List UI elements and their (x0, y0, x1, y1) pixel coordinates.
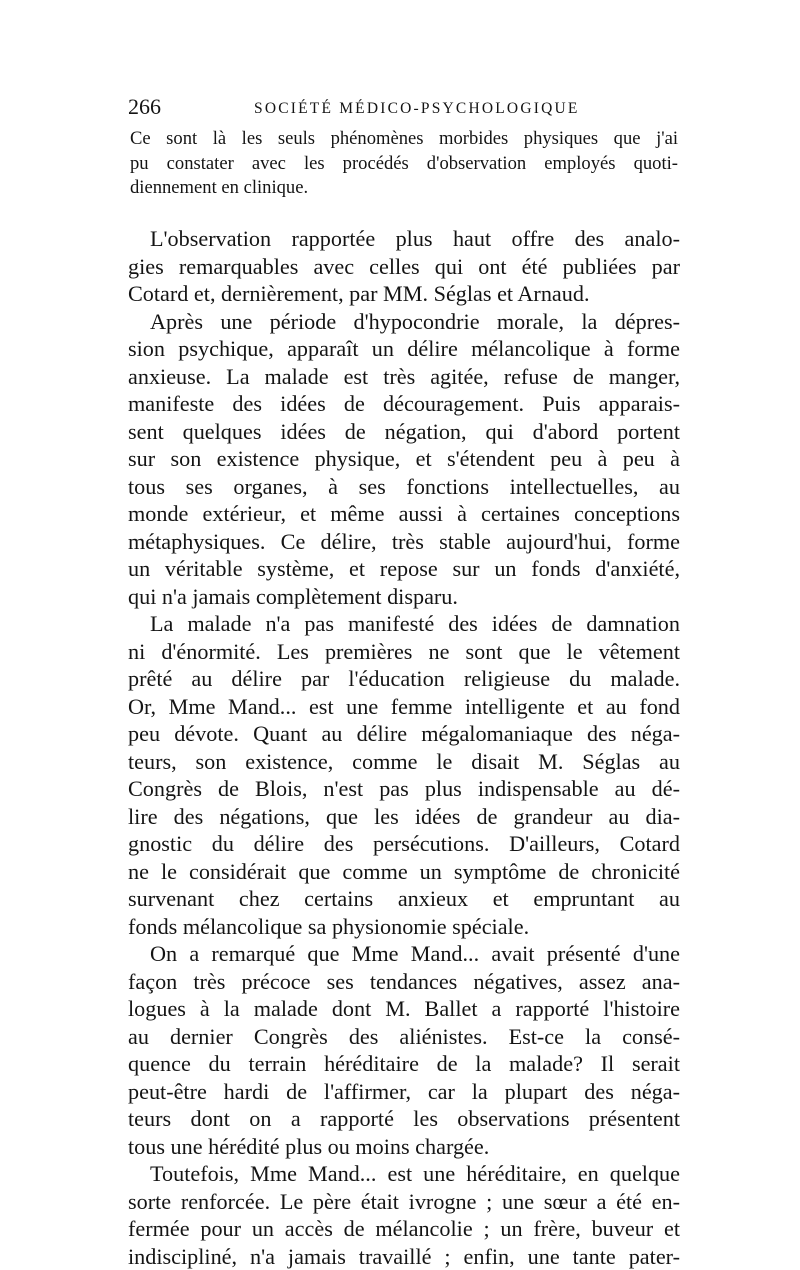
text-line: tous ses organes, à ses fonctions intellectuelles, au (128, 473, 680, 499)
text-line: gnostic du délire des persécutions. D'ailleurs, Cotard (128, 831, 680, 856)
text-line: fermée pour un accès de mélancolie ; un frère, buveur et (128, 1216, 680, 1241)
text-line: lire des négations, que les idées de grandeur au dia- (128, 803, 680, 829)
text-line: teurs, son existence, comme le disait M. Séglas au (128, 748, 680, 774)
text-line: tous une hérédité plus ou moins chargée. (128, 1133, 490, 1159)
text-line: au dernier Congrès des aliénistes. Est-ce la consé- (128, 1023, 680, 1049)
text-line: sent quelques idées de négation, qui d'abord portent (128, 418, 680, 444)
text-line: ne le considérait que comme un symptôme de chronicité (128, 858, 680, 884)
text-line: ni d'énormité. Les premières ne sont que le vêtement (128, 638, 680, 664)
text-line: logues à la malade dont M. Ballet a rapporté l'histoire (128, 996, 680, 1021)
paragraph (128, 308, 680, 611)
text-line: métaphysiques. Ce délire, très stable aujourd'hui, forme (128, 528, 680, 554)
text-line: sur son existence physique, et s'étendent peu à peu à (128, 446, 680, 471)
text-line: sorte renforcée. Le père était ivrogne ; une sœur a été en- (128, 1188, 680, 1214)
text-line: Or, Mme Mand... est une femme intelligente et au fond (128, 693, 680, 719)
text-line: sion psychique, apparaît un délire mélancolique à forme (128, 336, 680, 361)
text-line: peu dévote. Quant au délire mégalomaniaque des néga- (128, 721, 680, 746)
text-line: gies remarquables avec celles qui ont été publiées par (128, 253, 680, 279)
text-line: manifeste des idées de découragement. Puis apparais- (128, 391, 680, 416)
text-line: anxieuse. La malade est très agitée, refuse de manger, (128, 363, 680, 389)
page-number: 266 (128, 94, 161, 119)
text-line: teurs dont on a rapporté les observations présentent (128, 1106, 680, 1131)
text-line: Après une période d'hypocondrie morale, la dépres- (150, 308, 680, 334)
running-head: SOCIÉTÉ MÉDICO-PSYCHOLOGIQUE (254, 100, 580, 117)
paragraph (128, 610, 680, 940)
text-line: La malade n'a pas manifesté des idées de damnation (150, 611, 680, 636)
paragraph (128, 225, 680, 308)
text-line: qui n'a jamais complètement disparu. (128, 583, 458, 609)
text-line: Congrès de Blois, n'est pas plus indispensable au dé- (128, 776, 680, 801)
text-line: monde extérieur, et même aussi à certaines conceptions (128, 501, 680, 526)
text-line: indiscipliné, n'a jamais travaillé ; enfin, une tante pater- (128, 1243, 680, 1269)
text-line: un véritable système, et repose sur un fonds d'anxiété, (128, 556, 680, 581)
intro-line: diennement en clinique. (130, 177, 309, 198)
page-header (128, 92, 676, 122)
paragraph (128, 1160, 680, 1270)
text-line: façon très précoce ses tendances négatives, assez ana- (128, 968, 680, 994)
text-line: L'observation rapportée plus haut offre des analo- (150, 226, 680, 251)
text-line: Toutefois, Mme Mand... est une héréditaire, en quelque (150, 1161, 680, 1186)
paragraph (128, 940, 680, 1160)
text-line: Cotard et, dernièrement, par MM. Séglas et Arnaud. (128, 281, 590, 306)
intro-line: Ce sont là les seuls phénomènes morbides physiques que j'ai (130, 128, 678, 149)
text-line: quence du terrain héréditaire de la malade? Il serait (128, 1051, 680, 1076)
text-line: survenant chez certains anxieux et empruntant au (128, 886, 680, 911)
text-line: On a remarqué que Mme Mand... avait présenté d'une (150, 941, 680, 966)
text-line: peut-être hardi de l'affirmer, car la plupart des néga- (128, 1078, 680, 1104)
text-line: prêté au délire par l'éducation religieuse du malade. (128, 666, 680, 691)
body-text (128, 225, 680, 1270)
intro-line: pu constater avec les procédés d'observation employés quoti- (130, 152, 678, 174)
intro-paragraph (130, 127, 678, 201)
text-line: fonds mélancolique sa physionomie spéciale. (128, 913, 530, 939)
